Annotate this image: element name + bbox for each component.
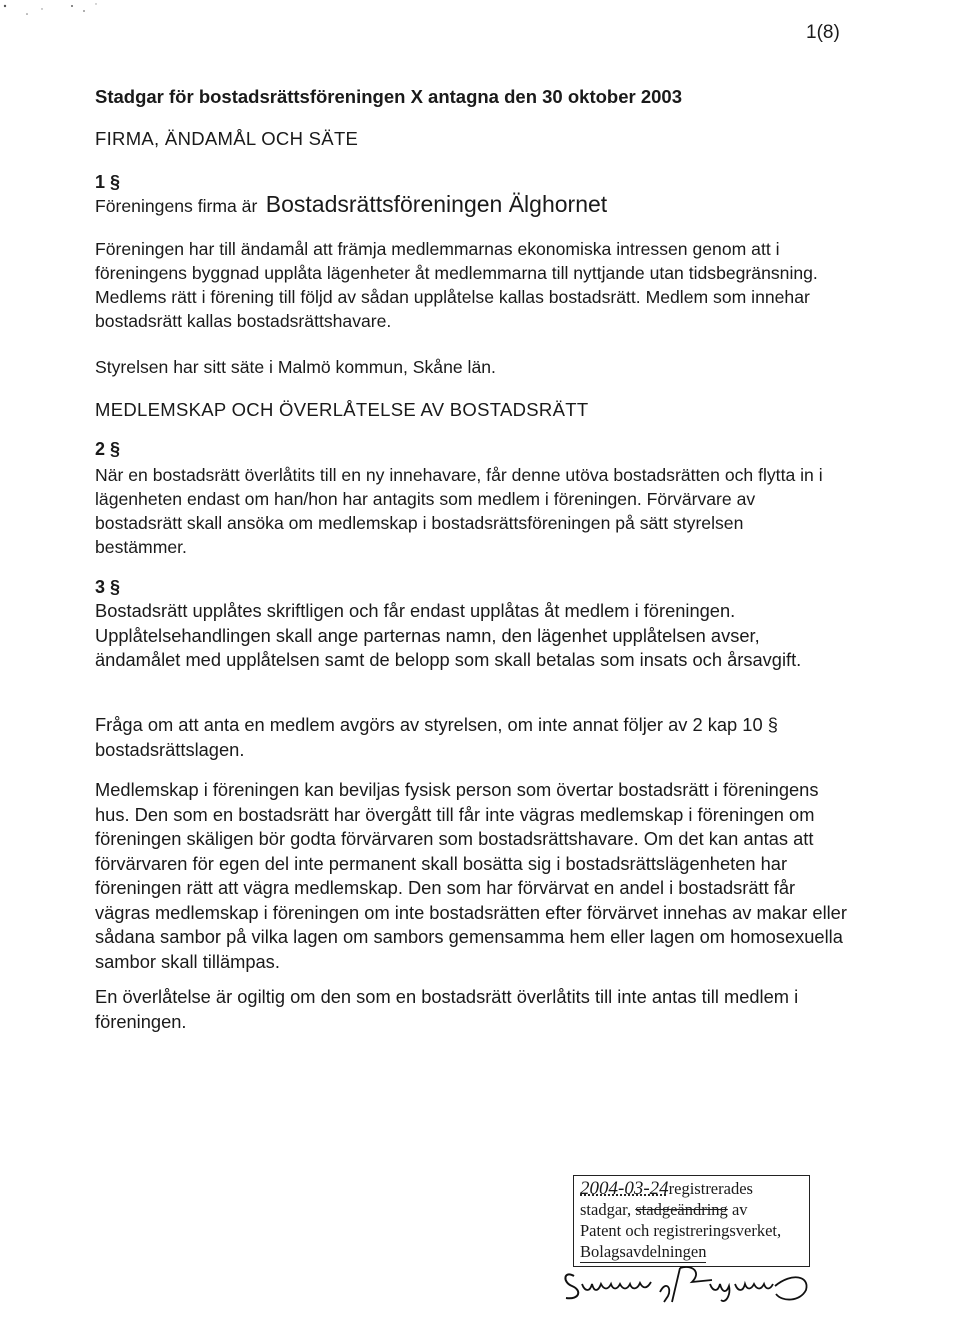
paragraph-admission: Fråga om att anta en medlem avgörs av styrelsen, om inte annat följer av 2 kap 10 § bostadsrättslagen. <box>95 714 778 760</box>
paragraph-invalid-transfer: En överlåtelse är ogiltig om den som en bostadsrätt överlåtits till inte antas till medlem i föreningen. <box>95 986 799 1032</box>
section-1-body <box>95 237 855 333</box>
section-3-membership <box>95 778 855 974</box>
stamp-date: 2004-03-24 <box>580 1178 669 1199</box>
paragraph-seat: Styrelsen har sitt säte i Malmö kommun, Skåne län. <box>95 357 496 377</box>
handwritten-signature <box>560 1262 830 1312</box>
section-2 <box>95 439 855 559</box>
section-number-1: 1 § <box>95 172 121 192</box>
section-number-2: 2 § <box>95 439 121 459</box>
section-number-3: 3 § <box>95 577 121 597</box>
section-3 <box>95 577 855 673</box>
paragraph-purpose: Föreningen har till ändamål att främja medlemmarnas ekonomiska intressen genom att i föreningens byggnad upplåta lägenheter åt medlemmarna till nyttjande utan tidsbegränsning. Medlems rätt i förening till följd av sådan upplåtelse kallas bostadsrätt. Medlem som innehar bostadsrätt kallas bostadsrättshavare. <box>95 239 818 331</box>
page-number: 1(8) <box>806 22 840 43</box>
stamp-registered: registrerades <box>668 1179 753 1198</box>
firma-name: Bostadsrättsföreningen Älghornet <box>265 191 608 217</box>
firma-line <box>95 191 855 218</box>
section-1-seat <box>95 355 855 379</box>
section-heading-medlemskap: MEDLEMSKAP OCH ÖVERLÅTELSE AV BOSTADSRÄTT <box>95 399 589 420</box>
firma-prefix: Föreningens firma är <box>95 196 258 216</box>
stamp-department: Bolagsavdelningen <box>580 1242 707 1261</box>
section-3-admission <box>95 713 855 762</box>
stamp-statutes: stadgar, <box>580 1200 632 1219</box>
document-title: Stadgar för bostadsrättsföreningen X antagna den 30 oktober 2003 <box>95 86 682 107</box>
paragraph-grant: Bostadsrätt upplåtes skriftligen och får endast upplåtas åt medlem i föreningen. Upplåtelsehandlingen skall ange parternas namn, den lägenhet upplåtelsen avser, ändamålet med upplåtelsen samt de belopp som skall betalas som insats och årsavgift. <box>95 600 802 670</box>
stamp-line-2 <box>580 1199 805 1220</box>
stamp-line-1 <box>580 1178 805 1199</box>
scan-specks <box>0 0 120 20</box>
paragraph-membership: Medlemskap i föreningen kan beviljas fysisk person som övertar bostadsrätt i föreningens hus. Den som en bostadsrätt har övergått till får inte vägras medlemskap i föreningen om föreningen skäligen bör godta förvärvaren som bostadsrättshavare. Om det kan antas att förvärvaren för egen del inte permanent skall bosätta sig i bostadsrättslägenheten har föreningen rätt att vägra medlemskap. Den som har förvärvat en andel i bostadsrätt får vägras medlemskap i föreningen om inte bostadsrätten efter förvärvet innehas av makar eller sådana sambor på vilka lagen om sambors gemensamma hem eller lagen om homosexuella sambor skall tillämpas. <box>95 779 847 972</box>
registration-stamp <box>573 1175 810 1267</box>
section-1 <box>95 172 855 218</box>
stamp-line-4 <box>580 1241 805 1263</box>
stamp-by: av <box>731 1200 748 1219</box>
section-3-invalid <box>95 985 855 1034</box>
stamp-line-3: Patent och registreringsverket, <box>580 1221 782 1240</box>
section-heading-firma: FIRMA, ÄNDAMÅL OCH SÄTE <box>95 128 359 149</box>
stamp-struck-word: stadgeändring <box>635 1200 728 1219</box>
paragraph-transfer: När en bostadsrätt överlåtits till en ny innehavare, får denne utöva bostadsrätten och flytta in i lägenheten endast om han/hon har antagits som medlem i föreningen. Förvärvare av bostadsrätt skall ansöka om medlemskap i bostadsrättsföreningen på sätt styrelsen bestämmer. <box>95 465 823 557</box>
